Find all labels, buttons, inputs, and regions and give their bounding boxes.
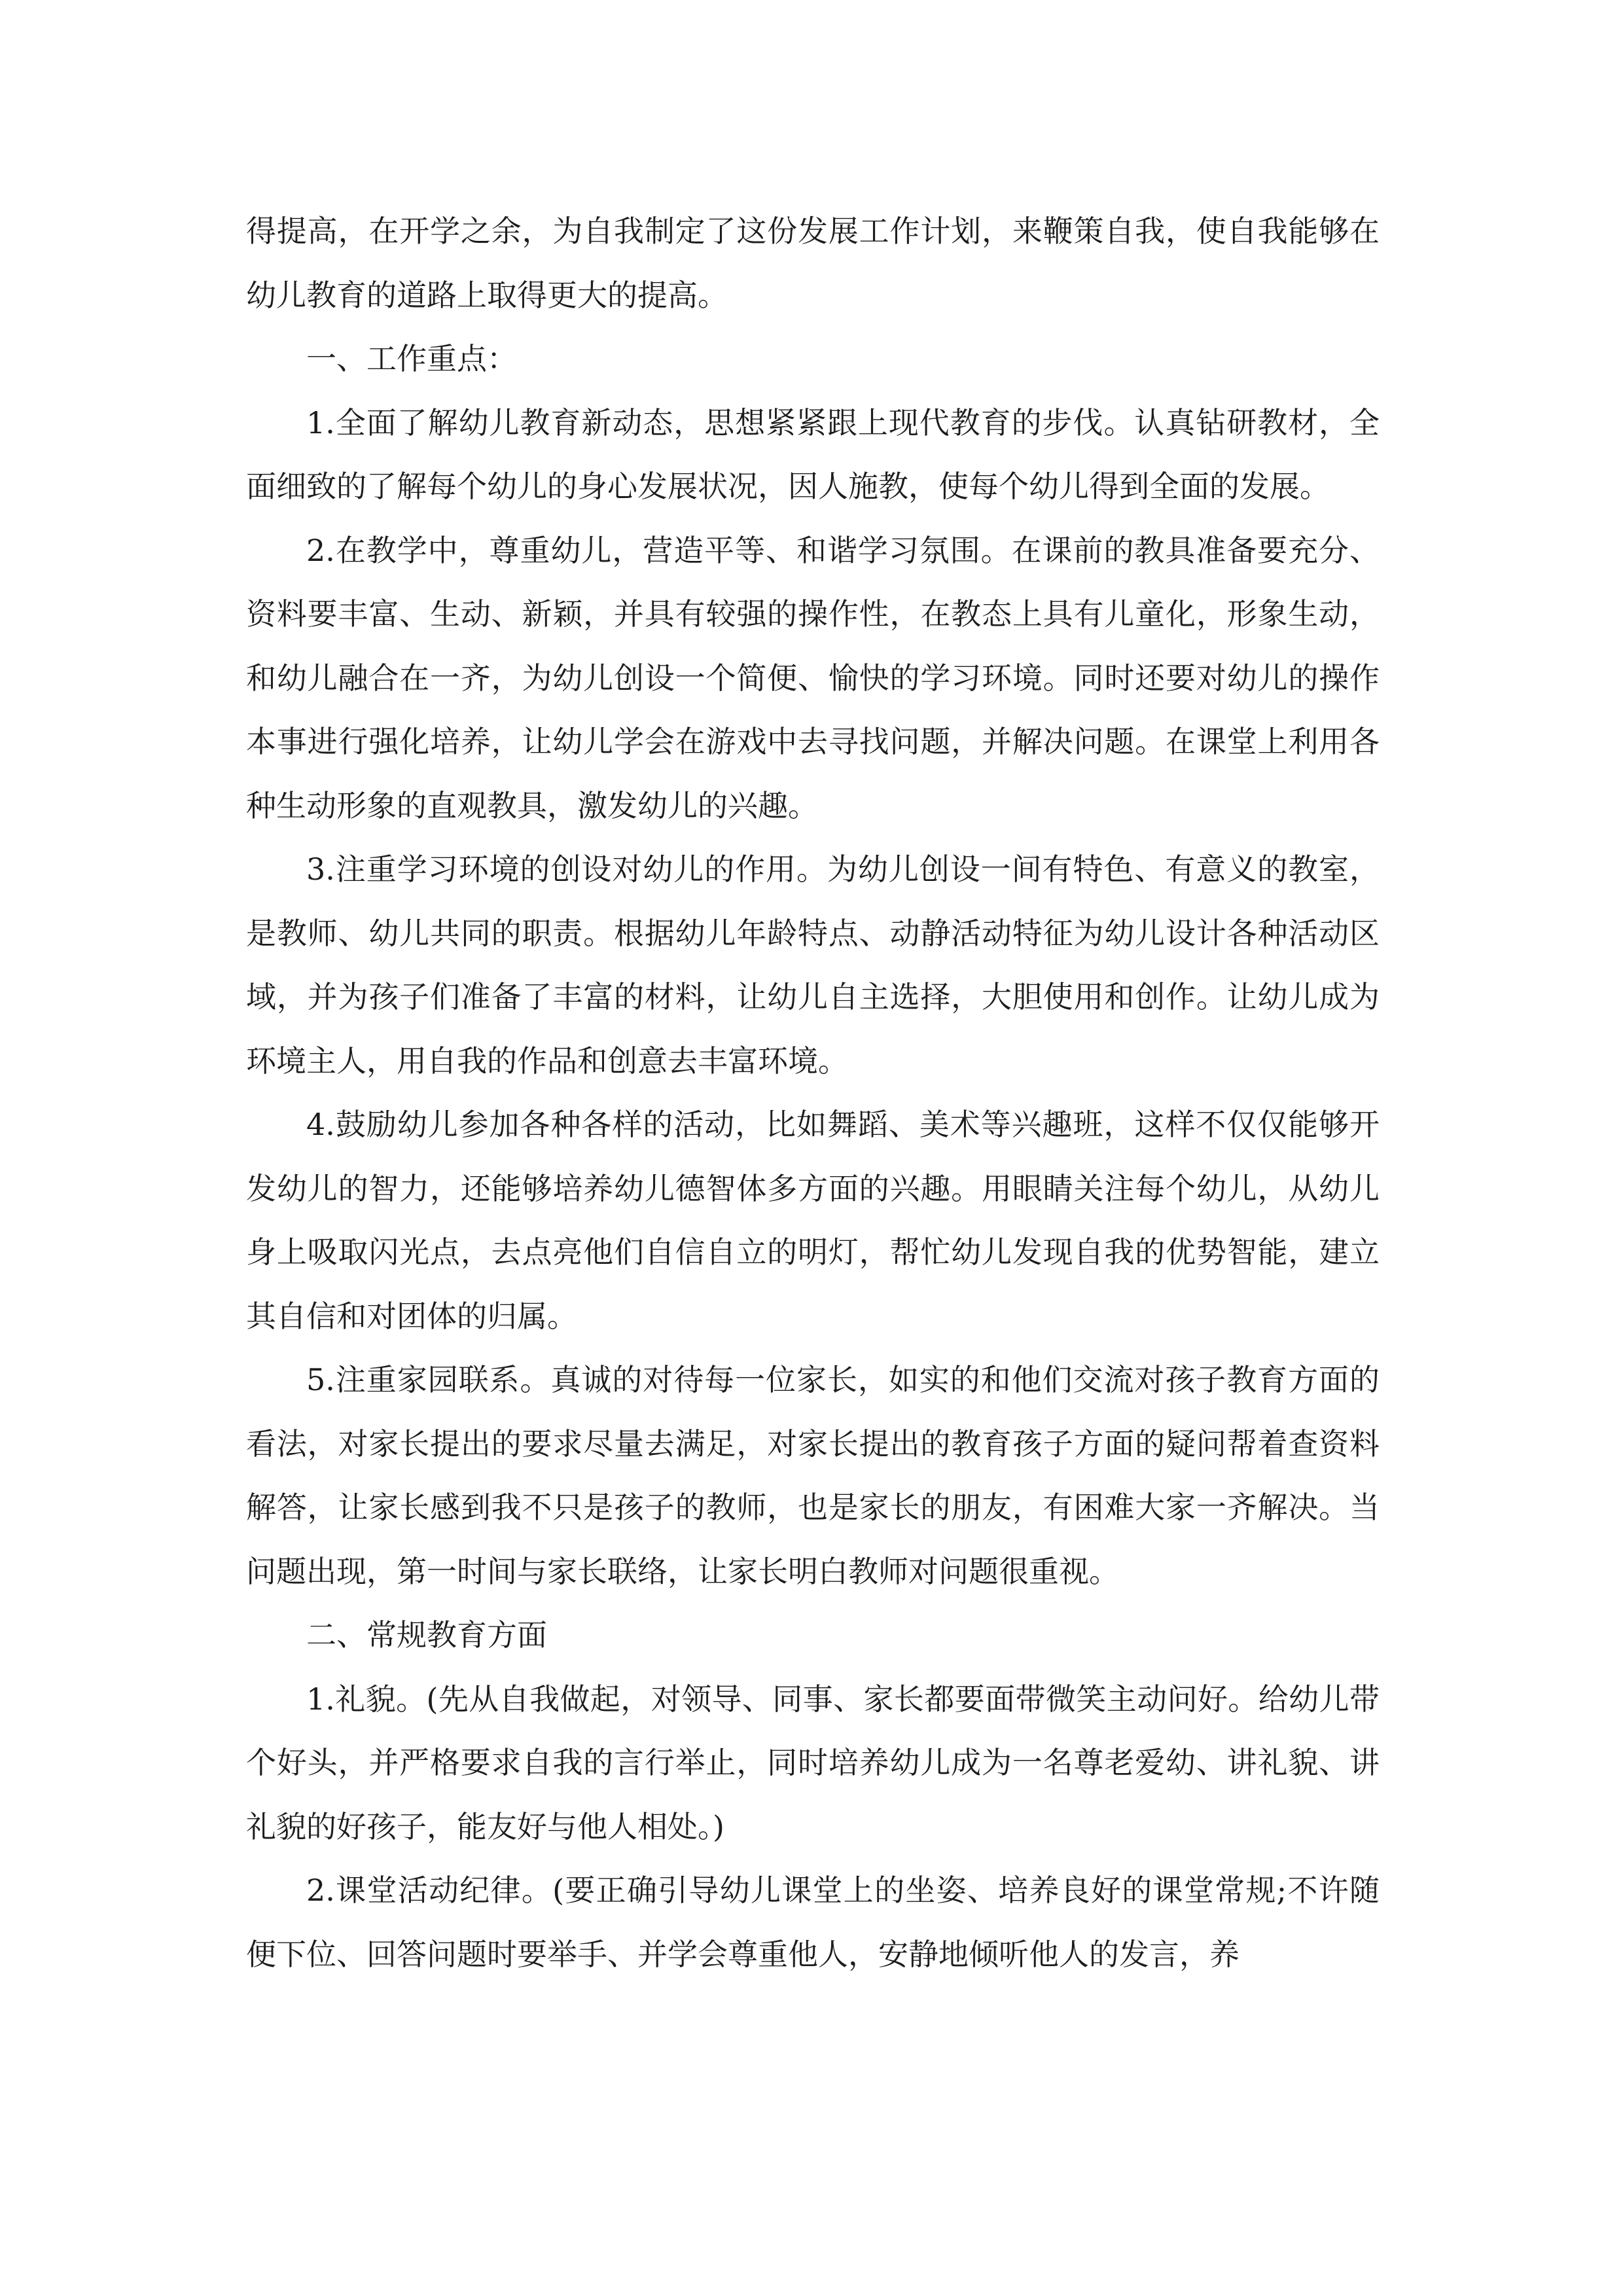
heading-routine-education: 二、常规教育方面 <box>306 1617 547 1653</box>
heading-work-focus: 一、工作重点： <box>306 341 517 376</box>
document-body <box>246 200 1380 1986</box>
paragraph-item-2: 2.在教学中，尊重幼儿，营造平等、和谐学习氛围。在课前的教具准备要充分、资料要丰富、生动、新颖，并具有较强的操作性，在教态上具有儿童化，形象生动，和幼儿融合在一齐，为幼儿创设一个简便、愉快的学习环境。同时还要对幼儿的操作本事进行强化培养，让幼儿学会在游戏中去寻找问题，并解决问题。在课堂上利用各种生动形象的直观教具，激发幼儿的兴趣。 <box>246 532 1380 823</box>
paragraph-routine-1: 1.礼貌。(先从自我做起，对领导、同事、家长都要面带微笑主动问好。给幼儿带个好头，并严格要求自我的言行举止，同时培养幼儿成为一名尊老爱幼、讲礼貌、讲礼貌的好孩子，能友好与他人相处。) <box>246 1681 1380 1844</box>
paragraph-routine-2: 2.课堂活动纪律。(要正确引导幼儿课堂上的坐姿、培养良好的课堂常规;不许随便下位、回答问题时要举手、并学会尊重他人，安静地倾听他人的发言，养 <box>246 1873 1380 1972</box>
paragraph-item-5: 5.注重家园联系。真诚的对待每一位家长，如实的和他们交流对孩子教育方面的看法，对家长提出的要求尽量去满足，对家长提出的教育孩子方面的疑问帮着查资料解答，让家长感到我不只是孩子的教师，也是家长的朋友，有困难大家一齐解决。当问题出现，第一时间与家长联络，让家长明白教师对问题很重视。 <box>246 1362 1380 1589</box>
paragraph-item-1: 1.全面了解幼儿教育新动态，思想紧紧跟上现代教育的步伐。认真钻研教材，全面细致的了解每个幼儿的身心发展状况，因人施教，使每个幼儿得到全面的发展。 <box>246 404 1380 504</box>
paragraph-item-3: 3.注重学习环境的创设对幼儿的作用。为幼儿创设一间有特色、有意义的教室，是教师、幼儿共同的职责。根据幼儿年龄特点、动静活动特征为幼儿设计各种活动区域，并为孩子们准备了丰富的材料，让幼儿自主选择，大胆使用和创作。让幼儿成为环境主人，用自我的作品和创意去丰富环境。 <box>246 852 1380 1079</box>
paragraph-intro-continuation: 得提高，在开学之余，为自我制定了这份发展工作计划，来鞭策自我，使自我能够在幼儿教育的道路上取得更大的提高。 <box>246 213 1380 313</box>
paragraph-item-4: 4.鼓励幼儿参加各种各样的活动，比如舞蹈、美术等兴趣班，这样不仅仅能够开发幼儿的智力，还能够培养幼儿德智体多方面的兴趣。用眼睛关注每个幼儿，从幼儿身上吸取闪光点，去点亮他们自信自立的明灯，帮忙幼儿发现自我的优势智能，建立其自信和对团体的归属。 <box>246 1107 1380 1334</box>
